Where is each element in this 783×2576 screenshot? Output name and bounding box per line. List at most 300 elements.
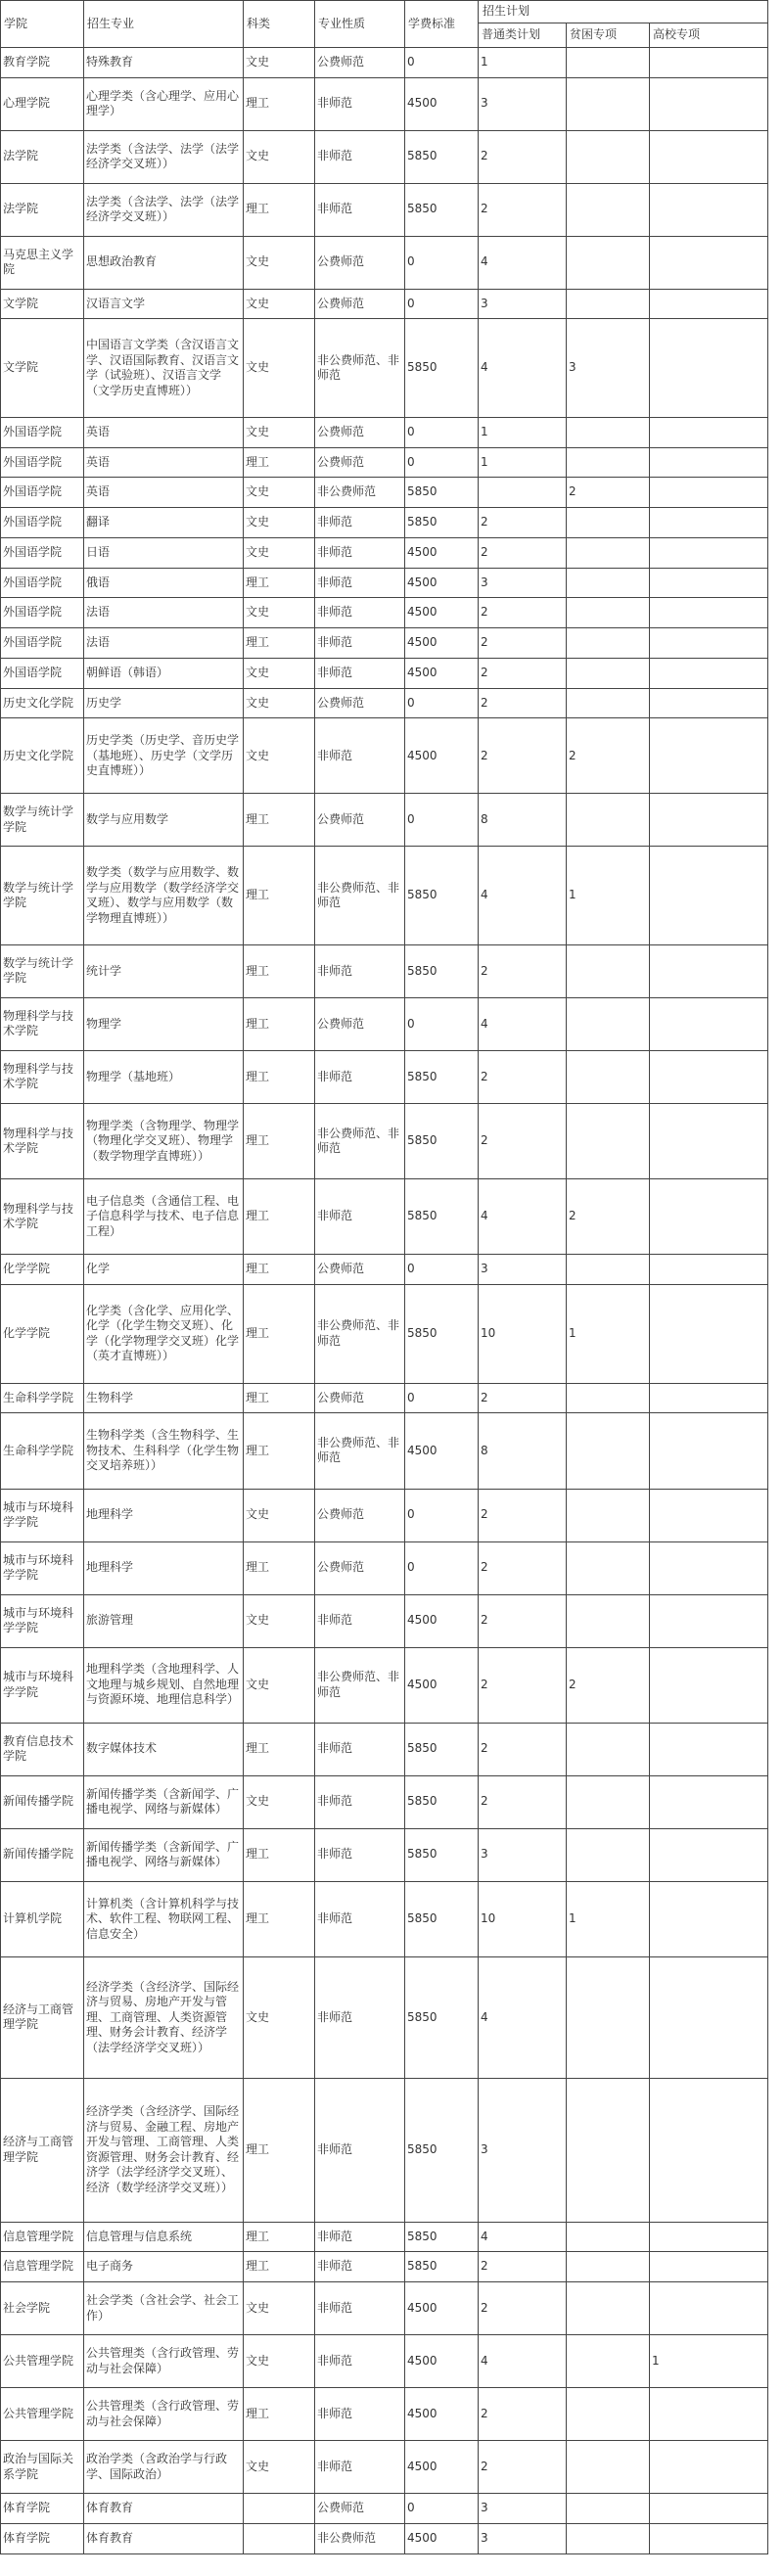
fee-cell: 4500 (405, 718, 479, 794)
major-cell: 物理学 (84, 997, 244, 1050)
fee-cell: 5850 (405, 1956, 479, 2078)
plan-regular-cell: 2 (479, 1541, 567, 1594)
nature-cell: 非师范 (315, 2441, 405, 2494)
major-cell: 体育教育 (84, 2523, 244, 2553)
fee-cell: 5850 (405, 1723, 479, 1775)
fee-cell: 0 (405, 1383, 479, 1413)
plan-regular-cell: 3 (479, 289, 567, 319)
category-cell: 理工 (244, 1881, 315, 1956)
category-cell: 文史 (244, 1956, 315, 2078)
plan-university-cell (650, 944, 768, 997)
table-row (1, 1050, 768, 1103)
fee-cell: 4500 (405, 2335, 479, 2388)
fee-cell: 5850 (405, 1103, 479, 1178)
plan-regular-cell: 2 (479, 1775, 567, 1828)
plan-university-cell (650, 1103, 768, 1178)
major-cell: 法学类（含法学、法学（法学经济学交叉班）） (84, 130, 244, 183)
college-cell: 信息管理学院 (1, 2252, 84, 2282)
major-cell: 地理科学 (84, 1541, 244, 1594)
nature-cell: 非师范 (315, 1723, 405, 1775)
fee-cell: 5850 (405, 1179, 479, 1255)
plan-university-cell (650, 1285, 768, 1383)
major-cell: 公共管理类（含行政管理、劳动与社会保障） (84, 2388, 244, 2441)
nature-cell: 非师范 (315, 2222, 405, 2252)
nature-cell: 非师范 (315, 77, 405, 130)
plan-university-cell (650, 537, 768, 568)
college-cell: 外国语学院 (1, 537, 84, 568)
college-cell: 经济与工商管理学院 (1, 2078, 84, 2222)
plan-university-cell (650, 628, 768, 659)
plan-poverty-cell (567, 289, 650, 319)
fee-cell: 0 (405, 417, 479, 447)
college-cell: 新闻传播学院 (1, 1828, 84, 1881)
plan-university-cell (650, 1255, 768, 1285)
table-row (1, 944, 768, 997)
nature-cell: 公费师范 (315, 289, 405, 319)
fee-cell: 4500 (405, 1647, 479, 1723)
plan-university-cell (650, 2441, 768, 2494)
fee-cell: 4500 (405, 628, 479, 659)
plan-university-cell (650, 236, 768, 289)
fee-cell: 4500 (405, 2282, 479, 2335)
plan-poverty-cell (567, 1828, 650, 1881)
plan-regular-cell: 2 (479, 1723, 567, 1775)
college-cell: 城市与环境科学学院 (1, 1647, 84, 1723)
plan-regular-cell: 3 (479, 1255, 567, 1285)
plan-poverty-cell: 2 (567, 478, 650, 508)
plan-university-cell (650, 688, 768, 718)
college-cell: 物理科学与技术学院 (1, 997, 84, 1050)
fee-cell: 5850 (405, 319, 479, 417)
plan-regular-cell: 2 (479, 508, 567, 538)
plan-regular-cell: 3 (479, 568, 567, 598)
category-cell: 理工 (244, 1179, 315, 1255)
category-cell: 理工 (244, 1723, 315, 1775)
table-row (1, 2335, 768, 2388)
plan-poverty-cell: 3 (567, 319, 650, 417)
plan-university-cell (650, 319, 768, 417)
plan-poverty-cell (567, 598, 650, 628)
major-cell: 化学 (84, 1255, 244, 1285)
fee-cell: 5850 (405, 944, 479, 997)
plan-regular-cell: 2 (479, 1594, 567, 1647)
category-cell: 文史 (244, 508, 315, 538)
category-cell: 理工 (244, 1383, 315, 1413)
major-cell: 生物科学类（含生物科学、生物技术、生科科学（化学生物交叉培养班）） (84, 1413, 244, 1489)
plan-university-cell (650, 718, 768, 794)
college-cell: 体育学院 (1, 2494, 84, 2524)
plan-poverty-cell (567, 658, 650, 688)
table-row (1, 537, 768, 568)
header-major: 招生专业 (84, 1, 244, 48)
nature-cell: 公费师范 (315, 48, 405, 78)
nature-cell: 非师范 (315, 2252, 405, 2282)
plan-poverty-cell (567, 2523, 650, 2553)
major-cell: 法学类（含法学、法学（法学经济学交叉班）） (84, 183, 244, 236)
table-row (1, 1413, 768, 1489)
plan-university-cell (650, 997, 768, 1050)
table-row (1, 1647, 768, 1723)
major-cell: 汉语言文学 (84, 289, 244, 319)
major-cell: 历史学 (84, 688, 244, 718)
plan-poverty-cell (567, 688, 650, 718)
table-row (1, 130, 768, 183)
nature-cell: 公费师范 (315, 1383, 405, 1413)
table-row (1, 2523, 768, 2553)
college-cell: 生命科学学院 (1, 1413, 84, 1489)
college-cell: 教育学院 (1, 48, 84, 78)
major-cell: 社会学类（含社会学、社会工作） (84, 2282, 244, 2335)
nature-cell: 公费师范 (315, 1255, 405, 1285)
college-cell: 物理科学与技术学院 (1, 1103, 84, 1178)
table-row (1, 658, 768, 688)
major-cell: 电子商务 (84, 2252, 244, 2282)
college-cell: 外国语学院 (1, 478, 84, 508)
plan-university-cell (650, 130, 768, 183)
plan-regular-cell: 2 (479, 537, 567, 568)
header-nature: 专业性质 (315, 1, 405, 48)
plan-regular-cell: 2 (479, 2441, 567, 2494)
college-cell: 外国语学院 (1, 598, 84, 628)
college-cell: 外国语学院 (1, 508, 84, 538)
plan-regular-cell: 2 (479, 130, 567, 183)
college-cell: 外国语学院 (1, 658, 84, 688)
college-cell: 信息管理学院 (1, 2222, 84, 2252)
plan-university-cell (650, 1383, 768, 1413)
category-cell: 文史 (244, 130, 315, 183)
plan-regular-cell: 2 (479, 2282, 567, 2335)
table-row (1, 183, 768, 236)
plan-poverty-cell (567, 1775, 650, 1828)
major-cell: 经济学类（含经济学、国际经济与贸易、房地产开发与管理、工商管理、人类资源管理、财务会计教育、经济学（法学经济学交叉班）） (84, 1956, 244, 2078)
college-cell: 物理科学与技术学院 (1, 1050, 84, 1103)
college-cell: 法学院 (1, 130, 84, 183)
college-cell: 数学与统计学学院 (1, 944, 84, 997)
fee-cell: 5850 (405, 478, 479, 508)
fee-cell: 5850 (405, 2078, 479, 2222)
college-cell: 数学与统计学学院 (1, 847, 84, 944)
major-cell: 数字媒体技术 (84, 1723, 244, 1775)
plan-university-cell (650, 1594, 768, 1647)
category-cell: 理工 (244, 1285, 315, 1383)
table-row (1, 688, 768, 718)
plan-poverty-cell (567, 568, 650, 598)
header-fee: 学费标准 (405, 1, 479, 48)
fee-cell: 0 (405, 2494, 479, 2524)
header-row (1, 1, 768, 23)
header-plan-poverty: 贫困专项 (567, 23, 650, 48)
plan-poverty-cell (567, 2335, 650, 2388)
category-cell: 文史 (244, 2335, 315, 2388)
fee-cell: 0 (405, 236, 479, 289)
plan-university-cell (650, 568, 768, 598)
table-row (1, 1723, 768, 1775)
nature-cell: 非师范 (315, 1179, 405, 1255)
plan-poverty-cell (567, 130, 650, 183)
nature-cell: 非师范 (315, 1881, 405, 1956)
major-cell: 信息管理与信息系统 (84, 2222, 244, 2252)
college-cell: 化学学院 (1, 1285, 84, 1383)
major-cell: 公共管理类（含行政管理、劳动与社会保障） (84, 2335, 244, 2388)
category-cell: 理工 (244, 1255, 315, 1285)
plan-university-cell (650, 417, 768, 447)
table-row (1, 1594, 768, 1647)
fee-cell: 5850 (405, 183, 479, 236)
table-row (1, 2282, 768, 2335)
plan-poverty-cell: 1 (567, 847, 650, 944)
major-cell: 化学类（含化学、应用化学、化学（化学生物交叉班）、化学（化学物理学交叉班）化学（英才直博班）） (84, 1285, 244, 1383)
plan-poverty-cell (567, 2252, 650, 2282)
major-cell: 数学类（数学与应用数学、数学与应用数学（数学经济学交叉班）、数学与应用数学（数学物理直博班）） (84, 847, 244, 944)
plan-regular-cell: 1 (479, 48, 567, 78)
table-row (1, 508, 768, 538)
major-cell: 经济学类（含经济学、国际经济与贸易、金融工程、房地产开发与管理、工商管理、人类资源管理、财务会计教育、经济学（法学经济学交叉班）、经济（数学经济学交叉班）） (84, 2078, 244, 2222)
nature-cell: 非师范 (315, 718, 405, 794)
plan-poverty-cell (567, 1413, 650, 1489)
fee-cell: 5850 (405, 2222, 479, 2252)
category-cell: 理工 (244, 2252, 315, 2282)
category-cell: 文史 (244, 48, 315, 78)
nature-cell: 公费师范 (315, 997, 405, 1050)
category-cell: 文史 (244, 537, 315, 568)
college-cell: 化学学院 (1, 1255, 84, 1285)
plan-university-cell (650, 794, 768, 847)
plan-poverty-cell (567, 48, 650, 78)
nature-cell: 非师范 (315, 508, 405, 538)
college-cell: 公共管理学院 (1, 2335, 84, 2388)
fee-cell: 0 (405, 794, 479, 847)
category-cell: 理工 (244, 1050, 315, 1103)
table-row (1, 417, 768, 447)
major-cell: 物理学类（含物理学、物理学（物理化学交叉班）、物理学（数学物理学直博班）） (84, 1103, 244, 1178)
plan-poverty-cell (567, 236, 650, 289)
plan-regular-cell: 4 (479, 847, 567, 944)
plan-university-cell (650, 77, 768, 130)
fee-cell: 5850 (405, 130, 479, 183)
category-cell: 理工 (244, 1103, 315, 1178)
major-cell: 英语 (84, 447, 244, 478)
college-cell: 计算机学院 (1, 1881, 84, 1956)
fee-cell: 0 (405, 289, 479, 319)
fee-cell: 5850 (405, 847, 479, 944)
plan-university-cell (650, 2523, 768, 2553)
plan-university-cell (650, 847, 768, 944)
table-row (1, 568, 768, 598)
fee-cell: 0 (405, 1541, 479, 1594)
major-cell: 地理科学 (84, 1489, 244, 1541)
plan-poverty-cell (567, 1723, 650, 1775)
table-row (1, 628, 768, 659)
plan-poverty-cell: 1 (567, 1285, 650, 1383)
table-row (1, 2441, 768, 2494)
plan-poverty-cell: 1 (567, 1881, 650, 1956)
fee-cell: 5850 (405, 1881, 479, 1956)
plan-university-cell (650, 478, 768, 508)
category-cell: 理工 (244, 628, 315, 659)
category-cell: 文史 (244, 236, 315, 289)
category-cell: 理工 (244, 997, 315, 1050)
header-plan: 招生计划 (479, 1, 768, 23)
category-cell: 理工 (244, 847, 315, 944)
nature-cell: 非师范 (315, 2078, 405, 2222)
major-cell: 中国语言文学类（含汉语言文学、汉语国际教育、汉语言文学（试验班）、汉语言文学（文学历史直博班）） (84, 319, 244, 417)
category-cell: 文史 (244, 1594, 315, 1647)
nature-cell: 非师范 (315, 598, 405, 628)
plan-university-cell (650, 508, 768, 538)
category-cell: 文史 (244, 2282, 315, 2335)
fee-cell: 4500 (405, 658, 479, 688)
plan-regular-cell: 8 (479, 794, 567, 847)
plan-regular-cell: 3 (479, 2494, 567, 2524)
plan-university-cell (650, 1775, 768, 1828)
plan-university-cell (650, 2494, 768, 2524)
plan-poverty-cell (567, 183, 650, 236)
fee-cell: 5850 (405, 2252, 479, 2282)
plan-regular-cell: 2 (479, 1103, 567, 1178)
plan-regular-cell: 2 (479, 2252, 567, 2282)
fee-cell: 4500 (405, 537, 479, 568)
major-cell: 体育教育 (84, 2494, 244, 2524)
college-cell: 城市与环境科学学院 (1, 1541, 84, 1594)
major-cell: 物理学（基地班） (84, 1050, 244, 1103)
college-cell: 心理学院 (1, 77, 84, 130)
nature-cell: 非公费师范、非师范 (315, 1647, 405, 1723)
fee-cell: 5850 (405, 1285, 479, 1383)
table-row (1, 236, 768, 289)
category-cell: 文史 (244, 1489, 315, 1541)
major-cell: 统计学 (84, 944, 244, 997)
plan-university-cell (650, 2078, 768, 2222)
plan-poverty-cell (567, 628, 650, 659)
plan-university-cell (650, 2282, 768, 2335)
header-college: 学院 (1, 1, 84, 48)
nature-cell: 公费师范 (315, 794, 405, 847)
category-cell: 理工 (244, 2078, 315, 2222)
category-cell: 文史 (244, 417, 315, 447)
college-cell: 城市与环境科学学院 (1, 1594, 84, 1647)
plan-regular-cell: 2 (479, 183, 567, 236)
plan-university-cell (650, 2252, 768, 2282)
major-cell: 思想政治教育 (84, 236, 244, 289)
nature-cell: 非师范 (315, 1775, 405, 1828)
college-cell: 马克思主义学院 (1, 236, 84, 289)
major-cell: 新闻传播学类（含新闻学、广播电视学、网络与新媒体） (84, 1775, 244, 1828)
table-row (1, 77, 768, 130)
fee-cell: 4500 (405, 2523, 479, 2553)
plan-regular-cell: 10 (479, 1881, 567, 1956)
header-category: 科类 (244, 1, 315, 48)
table-row (1, 598, 768, 628)
table-row (1, 2222, 768, 2252)
plan-poverty-cell (567, 944, 650, 997)
table-row (1, 794, 768, 847)
plan-poverty-cell (567, 417, 650, 447)
category-cell: 理工 (244, 1541, 315, 1594)
plan-poverty-cell: 2 (567, 718, 650, 794)
nature-cell: 非师范 (315, 130, 405, 183)
fee-cell: 4500 (405, 1413, 479, 1489)
college-cell: 体育学院 (1, 2523, 84, 2553)
nature-cell: 非公费师范、非师范 (315, 1413, 405, 1489)
plan-poverty-cell: 2 (567, 1179, 650, 1255)
major-cell: 生物科学 (84, 1383, 244, 1413)
table-row (1, 847, 768, 944)
college-cell: 公共管理学院 (1, 2388, 84, 2441)
major-cell: 翻译 (84, 508, 244, 538)
nature-cell: 非公费师范、非师范 (315, 319, 405, 417)
table-row (1, 48, 768, 78)
nature-cell: 公费师范 (315, 447, 405, 478)
plan-poverty-cell (567, 2282, 650, 2335)
plan-university-cell (650, 289, 768, 319)
college-cell: 法学院 (1, 183, 84, 236)
category-cell: 理工 (244, 77, 315, 130)
plan-regular-cell: 4 (479, 236, 567, 289)
college-cell: 历史文化学院 (1, 688, 84, 718)
fee-cell: 0 (405, 997, 479, 1050)
table-row (1, 447, 768, 478)
plan-poverty-cell (567, 1541, 650, 1594)
plan-regular-cell: 3 (479, 2523, 567, 2553)
table-row (1, 289, 768, 319)
plan-regular-cell: 4 (479, 2335, 567, 2388)
plan-poverty-cell (567, 447, 650, 478)
plan-regular-cell: 3 (479, 77, 567, 130)
plan-regular-cell: 2 (479, 628, 567, 659)
table-row (1, 2388, 768, 2441)
plan-university-cell (650, 1647, 768, 1723)
college-cell: 外国语学院 (1, 447, 84, 478)
category-cell: 文史 (244, 478, 315, 508)
major-cell: 旅游管理 (84, 1594, 244, 1647)
plan-regular-cell: 2 (479, 1383, 567, 1413)
plan-regular-cell: 2 (479, 688, 567, 718)
category-cell: 文史 (244, 2441, 315, 2494)
nature-cell: 非师范 (315, 1050, 405, 1103)
nature-cell: 公费师范 (315, 688, 405, 718)
plan-university-cell (650, 2388, 768, 2441)
plan-regular-cell: 2 (479, 944, 567, 997)
major-cell: 政治学类（含政治学与行政学、国际政治） (84, 2441, 244, 2494)
table-row (1, 718, 768, 794)
college-cell: 历史文化学院 (1, 718, 84, 794)
plan-regular-cell: 3 (479, 2078, 567, 2222)
category-cell: 理工 (244, 794, 315, 847)
plan-university-cell: 1 (650, 2335, 768, 2388)
plan-regular-cell: 1 (479, 417, 567, 447)
fee-cell: 5850 (405, 1828, 479, 1881)
category-cell: 理工 (244, 944, 315, 997)
category-cell: 理工 (244, 568, 315, 598)
major-cell: 英语 (84, 478, 244, 508)
plan-poverty-cell (567, 537, 650, 568)
fee-cell: 5850 (405, 508, 479, 538)
nature-cell: 非师范 (315, 628, 405, 659)
plan-regular-cell: 4 (479, 997, 567, 1050)
college-cell: 社会学院 (1, 2282, 84, 2335)
plan-university-cell (650, 48, 768, 78)
table-row (1, 1775, 768, 1828)
major-cell: 电子信息类（含通信工程、电子信息科学与技术、电子信息工程） (84, 1179, 244, 1255)
plan-poverty-cell (567, 794, 650, 847)
college-cell: 物理科学与技术学院 (1, 1179, 84, 1255)
plan-university-cell (650, 598, 768, 628)
plan-regular-cell (479, 478, 567, 508)
plan-university-cell (650, 1723, 768, 1775)
major-cell: 日语 (84, 537, 244, 568)
fee-cell: 4500 (405, 2388, 479, 2441)
plan-regular-cell: 8 (479, 1413, 567, 1489)
